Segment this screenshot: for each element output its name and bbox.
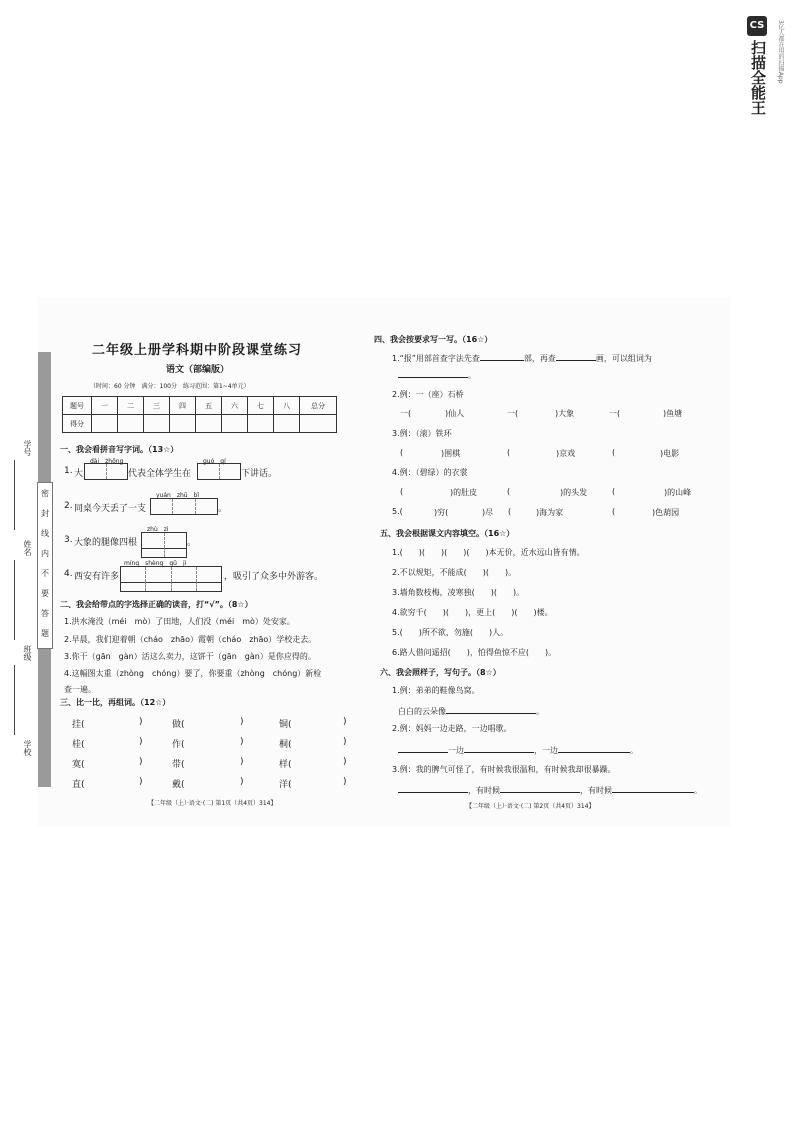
score-cell	[170, 415, 196, 433]
answer-blank[interactable]	[558, 743, 630, 753]
s5-line: 6.路人借问遥招( )，怕得鱼惊不应( )。	[392, 648, 557, 657]
score-table-row	[63, 415, 337, 433]
fill-item: (	[507, 448, 511, 457]
word-item: )	[240, 777, 244, 787]
s4-q3-example: 3.例：（滚）铁环	[392, 429, 452, 438]
word-item: )	[343, 777, 347, 787]
writing-grid[interactable]	[84, 463, 128, 480]
score-cell	[144, 415, 170, 433]
word-item: 桐(	[279, 740, 292, 750]
subtitle: 语文（部编版）	[166, 365, 230, 375]
section-5-heading: 五、我会根据课文内容填空。（16☆）	[380, 529, 515, 538]
fill-item: )的头发	[560, 488, 588, 497]
q1-1-text: 大	[74, 469, 84, 479]
answer-blank[interactable]	[612, 783, 694, 793]
score-cell: 一	[92, 397, 118, 415]
word-item: )	[139, 757, 143, 767]
pinyin: guó qí	[203, 458, 226, 465]
school-label: 学校	[23, 740, 32, 756]
q1-3-number: 3.	[64, 535, 73, 545]
s2-line: 1.洪水淹没（méi mò）了田地，人们没（méi mò）处安家。	[64, 617, 295, 626]
s6-example: 2.例：妈妈一边走路，一边唱歌。	[392, 724, 512, 733]
pinyin: zhù zi	[147, 526, 169, 533]
writing-grid[interactable]	[197, 463, 241, 480]
scanner-brand-name: 扫描全能王	[749, 40, 767, 115]
page-2-footer: 【二年级（上）·语文·(二) 第2页（共4页）314】	[466, 803, 595, 810]
binding-char: 不	[41, 569, 49, 578]
s2-line: 2.早晨，我们迎着朝（cháo zhāo）霞朝（cháo zhāo）学校走去。	[64, 635, 317, 644]
name-line	[14, 560, 15, 640]
word-item: 直(	[72, 780, 85, 790]
fill-item: )的肚皮	[450, 488, 478, 497]
s4-q1-text: 1.“报”用部首查字法先查	[392, 354, 480, 363]
s2-line: 3.你干（gān gàn）活这么卖力，这饼干（gān gàn）是你应得的。	[64, 652, 316, 661]
q1-1-text: 下讲话。	[241, 469, 278, 479]
q1-3-text: 。	[187, 538, 197, 548]
score-cell	[300, 415, 337, 433]
word-item: )	[240, 737, 244, 747]
fill-item: (	[612, 507, 616, 516]
writing-grid[interactable]	[150, 498, 218, 515]
page-title: 二年级上册学科期中阶段课堂练习	[92, 343, 303, 358]
q1-3-text: 大象的腿像四根	[74, 538, 138, 548]
score-cell: 总分	[300, 397, 337, 415]
score-cell	[92, 415, 118, 433]
fill-item: )仙人	[445, 409, 465, 418]
word-item: )	[240, 717, 244, 727]
scanner-tagline: 3亿人都在用的扫描App	[777, 20, 784, 84]
s5-line: 1.( )( )( )( )本无价，近水远山皆有情。	[392, 548, 585, 557]
pinyin: yuán zhū bǐ	[156, 492, 200, 499]
binding-char: 内	[41, 549, 49, 558]
score-cell: 六	[222, 397, 248, 415]
q1-2-text: 。	[218, 504, 228, 514]
s4-q1-text: 画，可以组词为	[595, 354, 652, 363]
section-1-heading: 一、我会看拼音写字词。（13☆）	[60, 445, 179, 454]
answer-blank[interactable]	[500, 783, 580, 793]
student-number-line	[14, 460, 15, 530]
s6-prompt: 。	[630, 746, 638, 755]
binding-char: 密	[41, 489, 49, 498]
fill-item: (	[400, 448, 404, 457]
writing-grid[interactable]	[141, 547, 187, 558]
word-item: )	[343, 717, 347, 727]
word-item: 洋(	[279, 780, 292, 790]
s4-q1-tail	[398, 368, 476, 381]
answer-blank[interactable]	[464, 743, 534, 753]
exam-meta: （时间：60 分钟 满分：100分 练习范围：第1~4单元）	[90, 383, 250, 390]
word-item: )	[343, 737, 347, 747]
s6-prompt: ，有时候	[468, 786, 500, 795]
q1-1-text: 代表全体学生在	[128, 469, 192, 479]
q1-2-number: 2.	[64, 501, 73, 511]
score-cell: 四	[170, 397, 196, 415]
fill-item: )京戏	[556, 449, 576, 458]
q1-2-text: 同桌今天丢了一支	[74, 504, 147, 514]
s5-line: 3.墙角数枝梅，凌寒独( )( )。	[392, 588, 525, 597]
s6-prompt: ，有时候	[580, 786, 612, 795]
word-item: )	[343, 757, 347, 767]
s6-example: 3.例：我的脾气可怪了，有时候我很温和，有时候我却很暴躁。	[392, 765, 616, 774]
page-1-footer: 【二年级（上）·语文·(二) 第1页（共4页）314】	[148, 800, 277, 807]
fill-item: )鱼塘	[663, 409, 683, 418]
s6-prompt: 。	[694, 786, 702, 795]
binding-char: 答	[41, 609, 49, 618]
writing-grid[interactable]	[120, 581, 222, 592]
section-6-heading: 六、我会照样子，写句子。（8☆）	[380, 668, 501, 677]
fill-item: )色葫园	[652, 508, 680, 517]
word-item: 挂(	[72, 720, 85, 730]
q1-1-number: 1.	[64, 466, 73, 476]
score-cell	[274, 415, 300, 433]
binding-char: 题	[41, 629, 49, 638]
s4-q1	[392, 351, 652, 364]
score-cell: 二	[118, 397, 144, 415]
fill-item: )尽	[482, 508, 494, 517]
score-table	[62, 396, 337, 433]
word-item: )	[139, 717, 143, 727]
pinyin: míng shèng gǔ jì	[124, 560, 187, 567]
word-item: 戴(	[172, 780, 185, 790]
q1-4-text: 西安有许多	[74, 572, 120, 582]
score-table-row	[63, 397, 337, 415]
word-item: 铜(	[279, 720, 292, 730]
word-item: )	[139, 737, 143, 747]
word-item: )	[240, 757, 244, 767]
fill-item: 一(	[609, 409, 621, 418]
score-cell: 八	[274, 397, 300, 415]
fill-item: (	[612, 487, 616, 496]
word-item: )	[139, 777, 143, 787]
class-label: 班级	[23, 645, 32, 661]
answer-blank[interactable]	[398, 743, 448, 753]
s4-q1-text: 部，再查	[523, 354, 556, 363]
word-item: 带(	[172, 760, 185, 770]
s5-line: 2.不以规矩，不能成( )( )。	[392, 568, 517, 577]
score-cell	[118, 415, 144, 433]
section-4-heading: 四、我会按要求写一写。（16☆）	[374, 335, 493, 344]
fill-item: )大象	[555, 409, 575, 418]
fill-item: (	[400, 487, 404, 496]
answer-blank[interactable]	[480, 351, 524, 361]
answer-blank[interactable]	[398, 783, 468, 793]
s6-example: 1.例：弟弟的鞋像鸟窝。	[392, 686, 480, 695]
q1-4-number: 4.	[64, 569, 73, 579]
score-cell: 得分	[63, 415, 92, 433]
s6-prompt: 白白的云朵像	[398, 707, 446, 716]
section-3-heading: 三、比一比，再组词。（12☆）	[60, 698, 171, 707]
s6-answer-line	[398, 783, 702, 796]
s6-answer-line	[398, 743, 638, 756]
fill-item: (	[508, 507, 512, 516]
score-cell: 七	[248, 397, 274, 415]
class-line	[14, 665, 15, 735]
fill-item: )电影	[660, 449, 680, 458]
answer-blank[interactable]	[398, 368, 468, 378]
score-cell	[196, 415, 222, 433]
word-item: 寞(	[72, 760, 85, 770]
s5-line: 5.( )所不欲，勿施( )人。	[392, 628, 509, 637]
score-cell	[248, 415, 274, 433]
binding-char: 线	[41, 529, 49, 538]
binding-char: 要	[41, 589, 49, 598]
section-2-heading: 二、我会给带点的字选择正确的读音，打“√”。（8☆）	[60, 600, 253, 609]
s2-line: 4.这幅图太重（zhòng chóng）要了，你要重（zhòng chóng）新检	[64, 669, 322, 678]
s4-q4-example: 4.例：（碧绿）的衣裳	[392, 468, 468, 477]
fill-item: 5.(	[392, 507, 403, 516]
fill-item: 一(	[400, 409, 412, 418]
fill-item: )围棋	[441, 449, 461, 458]
student-number-label: 学号	[23, 440, 32, 456]
fill-item: )的山峰	[664, 488, 692, 497]
score-cell: 三	[144, 397, 170, 415]
binding-char: 封	[41, 509, 49, 518]
word-item: 做(	[172, 720, 185, 730]
s2-line: 查一遍。	[64, 685, 96, 694]
answer-blank[interactable]	[446, 704, 536, 714]
s6-prompt: ，一边	[534, 746, 558, 755]
fill-item: (	[507, 487, 511, 496]
q1-4-text: ，吸引了众多中外游客。	[224, 572, 324, 582]
fill-item: )海为家	[536, 508, 564, 517]
fill-item: (	[612, 448, 616, 457]
camscanner-logo: CS	[747, 16, 767, 36]
s6-prompt: 。	[536, 707, 544, 716]
word-item: 样(	[279, 760, 292, 770]
s5-line: 4.欲穷千( )( )，更上( )( )楼。	[392, 608, 553, 617]
score-cell	[222, 415, 248, 433]
score-cell: 题号	[63, 397, 92, 415]
fill-item: 一(	[507, 409, 519, 418]
word-item: 作(	[172, 740, 185, 750]
fill-item: )穷(	[434, 508, 449, 517]
score-cell: 五	[196, 397, 222, 415]
pinyin: dài zhōng	[90, 458, 124, 465]
name-label: 姓名	[23, 540, 32, 556]
answer-blank[interactable]	[556, 351, 596, 361]
s4-q1-text: 。	[468, 371, 476, 380]
s4-q2-example: 2.例：一（座）石桥	[392, 390, 464, 399]
s6-prompt: 一边	[448, 746, 464, 755]
s6-answer-line	[398, 704, 544, 717]
word-item: 桂(	[72, 740, 85, 750]
